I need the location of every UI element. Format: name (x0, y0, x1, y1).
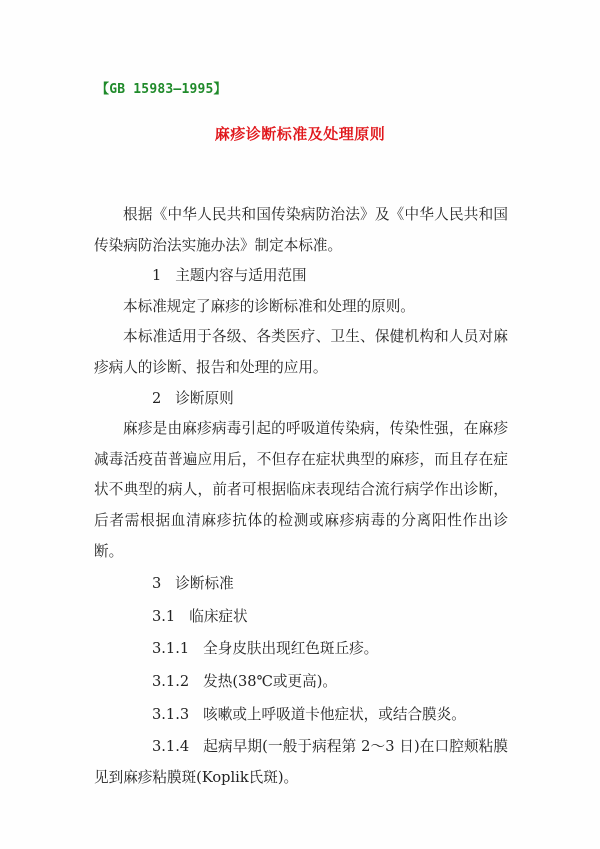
item-text: 发热(38℃或更高)。 (203, 672, 337, 690)
section-number: 1 (152, 267, 162, 285)
item-3-1-3 (94, 700, 508, 731)
paragraph-legal-basis: 根据《中华人民共和国传染病防治法》及《中华人民共和国传染病防治法实施办法》制定本标准。 (94, 206, 508, 254)
section-number: 2 (152, 389, 162, 407)
section-heading-2 (94, 384, 508, 415)
section-number: 3.1 (152, 607, 176, 625)
section-title: 临床症状 (189, 607, 248, 625)
section-title: 诊断标准 (175, 575, 234, 593)
section-heading-3-1 (94, 602, 508, 633)
section-heading-3 (94, 569, 508, 600)
standard-code: 【GB 15983—1995】 (96, 82, 227, 97)
paragraph-scope-content: 本标准规定了麻疹的诊断标准和处理的原则。 (123, 297, 415, 315)
item-text: 起病早期(一般于病程第 2～3 日)在口腔颊粘膜见到麻疹粘膜斑(Koplik氏斑)。 (94, 738, 508, 786)
item-number: 3.1.2 (152, 672, 190, 690)
item-number: 3.1.4 (152, 738, 190, 756)
item-3-1-1 (94, 634, 508, 665)
document-title: 麻疹诊断标准及处理原则 (214, 125, 386, 143)
item-3-1-4 (94, 732, 508, 793)
section-title: 主题内容与适用范围 (175, 267, 307, 285)
section-number: 3 (152, 575, 162, 593)
item-text: 全身皮肤出现红色斑丘疹。 (203, 640, 379, 658)
section-heading-1 (94, 261, 508, 292)
item-number: 3.1.3 (152, 705, 190, 723)
section-title: 诊断原则 (175, 389, 234, 407)
item-text: 咳嗽或上呼吸道卡他症状，或结合膜炎。 (203, 705, 466, 723)
paragraph-diagnosis-principle: 麻疹是由麻疹病毒引起的呼吸道传染病，传染性强，在麻疹减毒活疫苗普遍应用后，不但存在症状典型的麻疹，而且存在症状不典型的病人，前者可根据临床表现结合流行病学作出诊断，后者需根据血清麻疹抗体的检测或麻疹病毒的分离阳性作出诊断。 (94, 420, 508, 560)
document-body (94, 200, 508, 793)
item-number: 3.1.1 (152, 640, 190, 658)
paragraph-scope-applicability: 本标准适用于各级、各类医疗、卫生、保健机构和人员对麻疹病人的诊断、报告和处理的应用。 (94, 328, 508, 376)
item-3-1-2 (94, 667, 508, 698)
